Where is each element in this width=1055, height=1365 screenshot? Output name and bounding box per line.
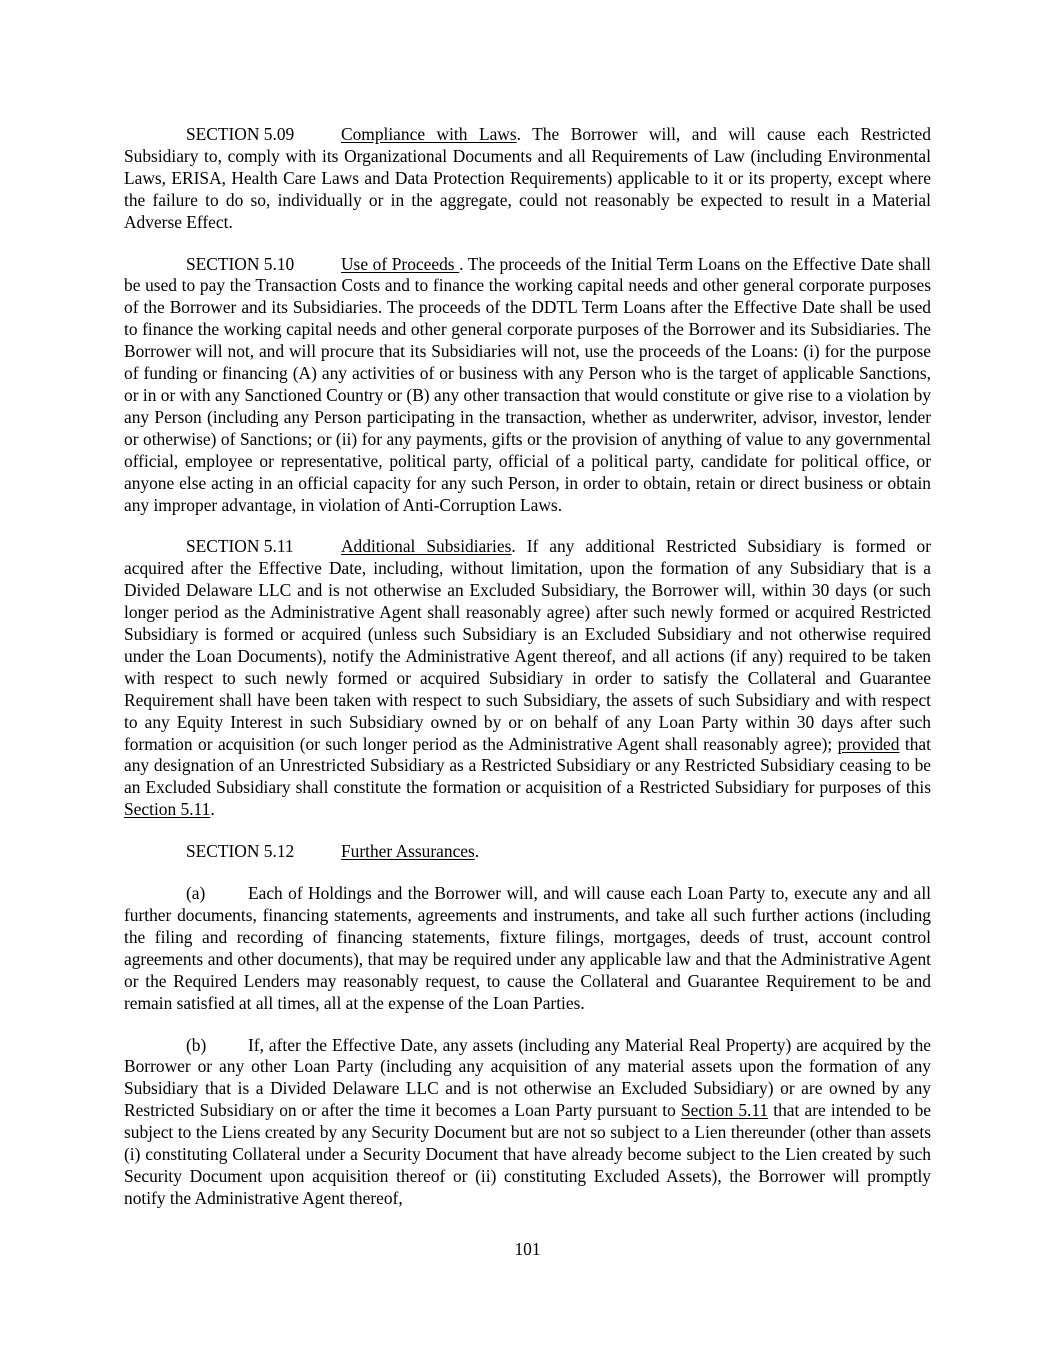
section-title: Use of Proceeds [341, 253, 460, 274]
page-number: 101 [514, 1239, 541, 1259]
section-cross-reference: Section 5.11 [124, 799, 211, 820]
section-title: Compliance with Laws [341, 124, 517, 144]
section-number: SECTION 5.10 [186, 253, 295, 274]
provided-term: provided [837, 733, 900, 754]
section-5-10 [124, 254, 931, 517]
section-5-12-a [124, 883, 931, 1014]
document-page [124, 124, 931, 1230]
section-end-punctuation: . [474, 841, 480, 862]
subsection-body: Each of Holdings and the Borrower will, and will cause each Loan Party to, execute any and all further documents, financing statements, agreements and instruments, and take all such further actions (including the filing and recording of financing statements, fixture filings, mortgages, deeds of trust, account control agreements and other documents), that may be required under any applicable law and that the Administrative Agent or the Required Lenders may reasonably request, to cause the Collateral and Guarantee Requirement to be and remain satisfied at all times, all at the expense of the Loan Parties. [124, 883, 931, 1013]
section-5-11 [124, 536, 931, 821]
subsection-body: If, after the Effective Date, any assets (including any Material Real Property) are acquired by the Borrower or any other Loan Party (including any acquisition of any material assets upon the formation of any Subsidiary that is a Divided Delaware LLC and is not otherwise an Excluded Subsidiary) or are owned by any Restricted Subsidiary on or after the time it becomes a Loan Party pursuant to [124, 1034, 931, 1121]
section-body: . If any additional Restricted Subsidiary is formed or acquired after the Effective Date, including, without limitation, upon the formation of any Subsidiary that is a Divided Delaware LLC and is not otherwise an Excluded Subsidiary, the Borrower will, within 30 days (or such longer period as the Administrative Agent shall reasonably agree) after such newly formed or acquired Restricted Subsidiary is formed or acquired (unless such Subsidiary is an Excluded Subsidiary and not otherwise required under the Loan Documents), notify the Administrative Agent thereof, and all actions (if any) required to be taken with respect to such newly formed or acquired Subsidiary in order to satisfy the Collateral and Guarantee Requirement shall have been taken with respect to such Subsidiary, the assets of such Subsidiary and with respect to any Equity Interest in such Subsidiary owned by or on behalf of any Loan Party within 30 days after such formation or acquisition (or such longer period as the Administrative Agent shall reasonably agree); [124, 536, 931, 754]
section-body: . The Borrower will, and will cause each Restricted Subsidiary to, comply with its Organizational Documents and all Requirements of Law (including Environmental Laws, ERISA, Health Care Laws and Data Protection Requirements) applicable to it or its property, except where the failure to do so, individually or in the aggregate, could not reasonably be expected to result in a Material Adverse Effect. [124, 124, 931, 232]
section-5-09 [124, 124, 931, 234]
section-title: Additional Subsidiaries [341, 536, 512, 557]
subsection-label: (a) [186, 883, 206, 904]
section-title: Further Assurances [341, 841, 475, 862]
section-number: SECTION 5.09 [186, 124, 295, 144]
subsection-body-continued: that are intended to be subject to the Liens created by any Security Document but are not so subject to a Lien thereunder (other than assets (i) constituting Collateral under a Security Document that have already become subject to the Lien created by such Security Document upon acquisition thereof or (ii) constituting Excluded Assets), the Borrower will promptly notify the Administrative Agent thereof, [124, 1100, 931, 1208]
section-body: . The proceeds of the Initial Term Loans on the Effective Date shall be used to pay the Transaction Costs and to finance the working capital needs and other general corporate purposes of the Borrower and its Subsidiaries. The proceeds of the DDTL Term Loans after the Effective Date shall be used to finance the working capital needs and other general corporate purposes of the Borrower and its Subsidiaries. The Borrower will not, and will procure that its Subsidiaries will not, use the proceeds of the Loans: (i) for the purpose of funding or financing (A) any activities of or business with any Person who is the target of applicable Sanctions, or in or with any Sanctioned Country or (B) any other transaction that would constitute or give rise to a violation by any Person (including any Person participating in the transaction, whether as underwriter, advisor, investor, lender or otherwise) of Sanctions; or (ii) for any payments, gifts or the provision of anything of value to any governmental official, employee or representative, political party, official of a political party, candidate for political office, or anyone else acting in an official capacity for any such Person, in order to obtain, retain or direct business or obtain any improper advantage, in violation of Anti-Corruption Laws. [124, 253, 931, 515]
section-number: SECTION 5.11 [186, 536, 294, 557]
section-5-12-heading [124, 841, 931, 863]
section-5-12-b [124, 1035, 931, 1210]
section-cross-reference: Section 5.11 [681, 1100, 769, 1121]
section-number: SECTION 5.12 [186, 841, 295, 862]
section-body-continued: that any designation of an Unrestricted Subsidiary as a Restricted Subsidiary or any Restricted Subsidiary ceasing to be an Excluded Subsidiary shall constitute the formation or acquisition of a Restricted Subsidiary for purposes of this [124, 733, 931, 798]
section-end-punctuation: . [210, 799, 215, 820]
subsection-label: (b) [186, 1034, 207, 1055]
